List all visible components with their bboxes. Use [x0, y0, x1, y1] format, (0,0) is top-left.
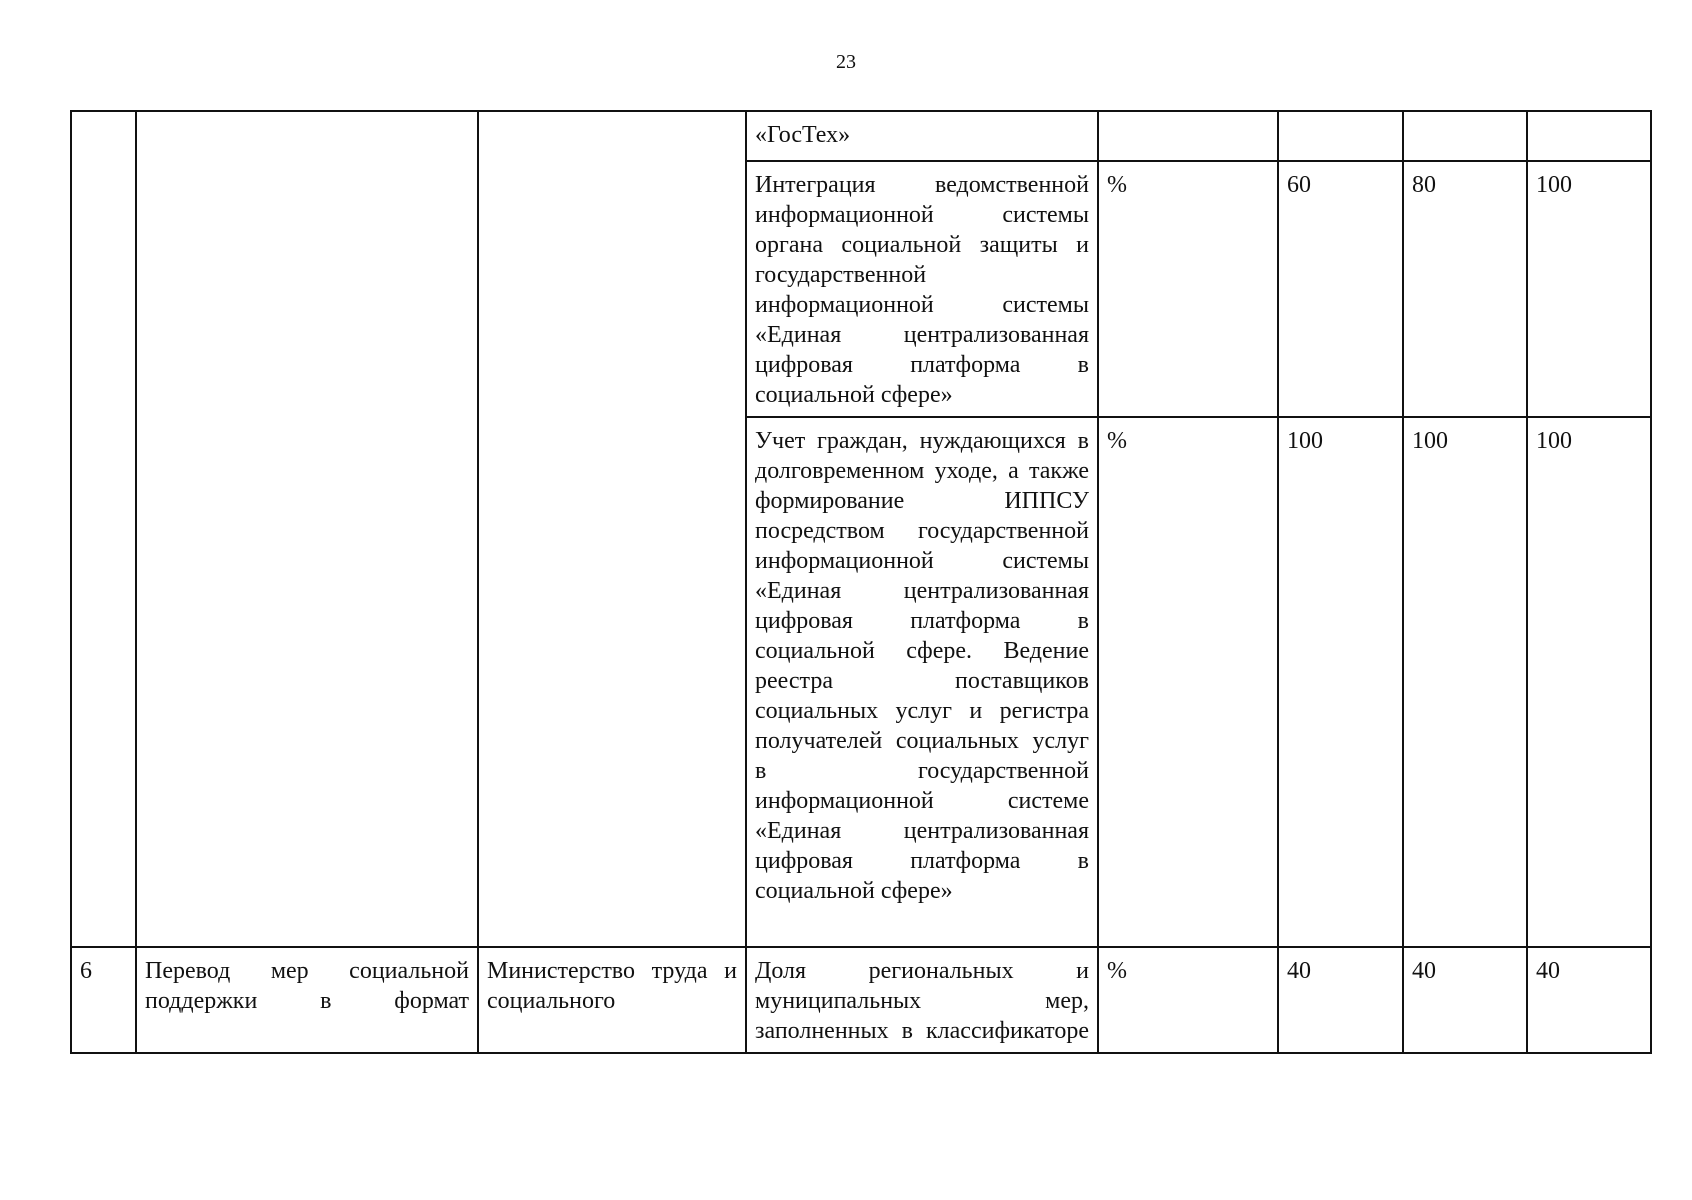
- page-number: 23: [836, 51, 856, 73]
- cell-indicator: Интеграция ведомственной информационной системы органа социальной защиты и государственной информационной системы «Единая централизованная цифровая платформа в социальной сфере»: [746, 161, 1098, 417]
- cell-unit: %: [1098, 947, 1278, 1053]
- cell-num: 6: [71, 947, 136, 1053]
- cell-value-3: 100: [1527, 161, 1651, 417]
- table-row: [71, 111, 1651, 161]
- cell-unit: [1098, 111, 1278, 161]
- cell-name: Перевод мер социальной поддержки в формат: [136, 947, 478, 1053]
- table-row: [71, 947, 1651, 1053]
- cell-unit: %: [1098, 161, 1278, 417]
- cell-value-1: 100: [1278, 417, 1403, 947]
- cell-indicator: «ГосТех»: [746, 111, 1098, 161]
- cell-value-3: [1527, 111, 1651, 161]
- cell-value-2: [1403, 111, 1527, 161]
- indicators-table: [70, 110, 1652, 1054]
- cell-value-2: 100: [1403, 417, 1527, 947]
- cell-num: [71, 111, 136, 947]
- cell-unit: %: [1098, 417, 1278, 947]
- cell-executor: [478, 111, 746, 947]
- cell-indicator: Доля региональных и муниципальных мер, заполненных в классификаторе: [746, 947, 1098, 1053]
- cell-value-3: 40: [1527, 947, 1651, 1053]
- cell-name: [136, 111, 478, 947]
- cell-value-2: 40: [1403, 947, 1527, 1053]
- cell-value-1: 40: [1278, 947, 1403, 1053]
- cell-indicator: Учет граждан, нуждающихся в долговременном уходе, а также формирование ИППСУ посредством государственной информационной системы «Единая централизованная цифровая платформа в социальной сфере. Ведение реестра поставщиков социальных услуг и регистра получателей социальных услуг в государственной информационной системе «Единая централизованная цифровая платформа в социальной сфере»: [746, 417, 1098, 947]
- cell-value-1: [1278, 111, 1403, 161]
- cell-value-1: 60: [1278, 161, 1403, 417]
- cell-value-2: 80: [1403, 161, 1527, 417]
- cell-value-3: 100: [1527, 417, 1651, 947]
- cell-executor: Министерство труда и социального: [478, 947, 746, 1053]
